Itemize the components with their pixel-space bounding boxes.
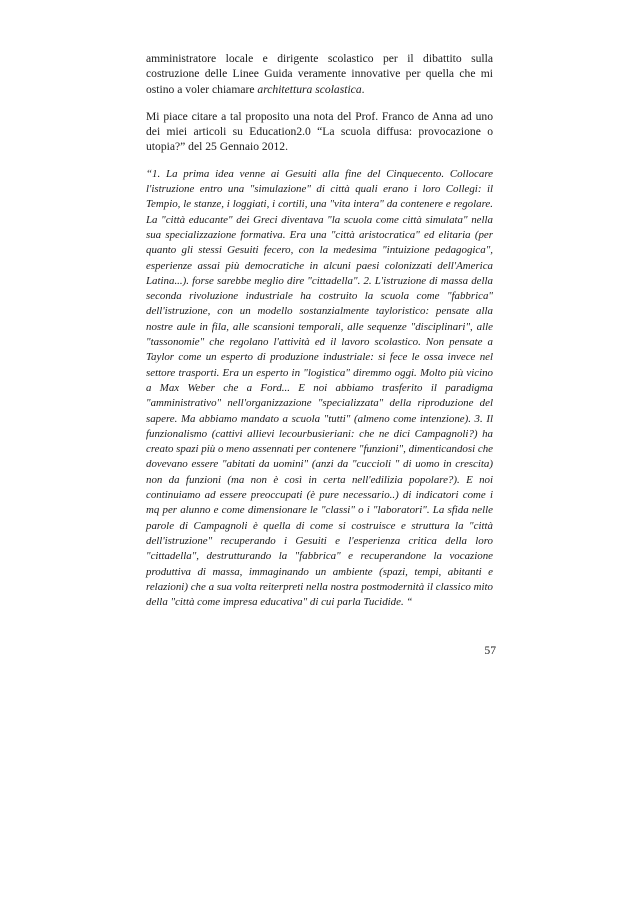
- paragraph-tail: .: [361, 82, 365, 96]
- emphasized-text: architettura scolastica: [257, 82, 362, 96]
- body-text: [146, 51, 493, 610]
- paragraph-text: amministratore locale e dirigente scolastico per il dibattito sulla costruzione delle Linee Guida veramente innovative per quella che mi ostino a voler chiamare: [146, 52, 493, 96]
- paragraph: Mi piace citare a tal proposito una nota del Prof. Franco de Anna ad uno dei miei articoli su Education2.0 “La scuola diffusa: provocazione o utopia?” del 25 Gennaio 2012.: [146, 109, 493, 154]
- page-number: 57: [484, 644, 496, 657]
- paragraph: [146, 51, 493, 97]
- quotation: “1. La prima idea venne ai Gesuiti alla fine del Cinquecento. Collocare l'istruzione entro una "simulazione" di città quali erano i loro Collegi: il Tempio, le stanze, i loggiati, i cortili, una "vita intera" da contenere e regolare. La "città educante" dei Greci diventava "la scuola come città simulata" nella sua specializzazione formativa. Era una "città aristocratica" ed elitaria (per quanto gli stessi Gesuiti fecero, con la medesima "intuizione pedagogica", esperienze assai più democratiche in alcuni paesi colonizzati dell'America Latina...). forse sarebbe meglio dire "cittadella". 2. L'istruzione di massa della seconda rivoluzione industriale ha costruito la scuola come "fabbrica" dell'istruzione, con un modello sostanzialmente tayloristico: pensate alla nostre aule in fila, alle scansioni temporali, alle sequenze "disciplinari", alle "tassonomie" che regolano l'attività ed il lavoro scolastico. Non pensate a Taylor come un esperto di produzione industriale: si fece le ossa invece nel settore trasporti. Era un esperto in "logistica" diremmo oggi. Molto più vicino a Max Weber che a Ford... E noi abbiamo trasferito il paradigma "amministrativo" nell'organizzazione "specializzata" della riproduzione del sapere. Ma abbiamo mandato a scuola "tutti" (almeno come intenzione). 3. Il funzionalismo (cattivi allievi lecourbusieriani: che ne dici Campagnoli?) ha creato spazi più o meno assennati per contenere "funzioni", dimenticandosi che dovevano essere "abitati da uomini" (anzi da "cuccioli " di uomo in crescita) non da funzioni (ma non è così in certa nell'edilizia popolare?). E noi continuiamo ad essere preoccupati (è pure necessario..) di indicatori come i mq per alunno e come dimensionare le "classi" o i "laboratori". La sfida nelle parole di Campagnoli è quella di come si costruisce e struttura la "città dell'istruzione" recuperando i Gesuiti e l'esperienza critica della loro "cittadella", destrutturando la "fabbrica" e recuperandone la vocazione produttiva di massa, immaginando un ambiente (spazi, tempi, abitanti e relazioni) che a sua volta reiterpreti nella nostra postmodernità il classico mito della "città come impresa educativa" di cui parla Tucidide. “: [146, 167, 493, 609]
